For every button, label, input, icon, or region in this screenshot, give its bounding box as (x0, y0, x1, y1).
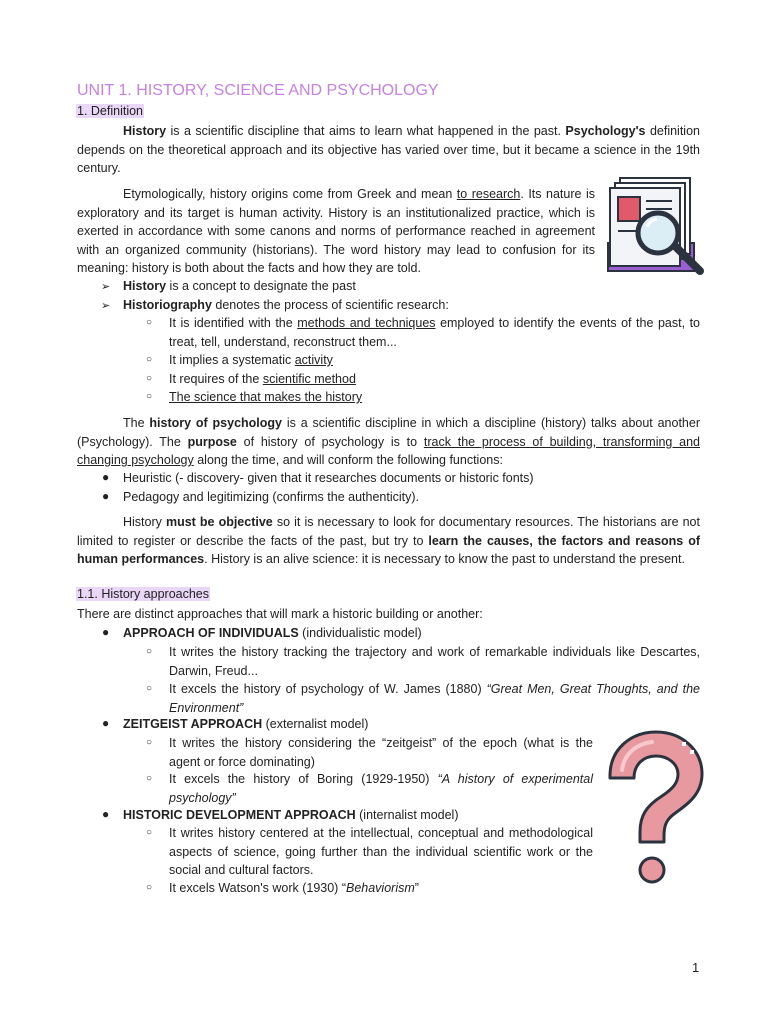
circle-bullet-icon: ○ (146, 737, 153, 748)
paragraph-history-definition: History is a scientific discipline that aims to learn what happened in the past. Psychology's definition depends on the theoretical approach and its objective has varied over time, but it became a science in the 19th century. (77, 124, 700, 176)
circle-bullet-icon: ○ (146, 391, 153, 402)
approaches-intro: There are distinct approaches that will mark a historic building or another: (77, 607, 483, 621)
sub-list-item: It writes the history considering the “zeitgeist” of the epoch (what is the agent or force dominating) (169, 736, 593, 769)
list-item-pedagogy: Pedagogy and legitimizing (confirms the authenticity). (123, 490, 419, 504)
document-search-icon (606, 175, 706, 275)
sub-list-item: The science that makes the history (169, 390, 363, 404)
sub-list-item: It excels the history of Boring (1929-1950) “A history of experimental psychology” (169, 772, 593, 805)
page-number: 1 (692, 960, 700, 975)
sub-list-item: It writes history centered at the intellectual, conceptual and methodological aspects of science, going further than the individual scientific work or the social and cultural factors. (169, 826, 593, 878)
list-item-heuristic: Heuristic (- discovery- given that it researches documents or historic fonts) (123, 471, 534, 485)
paragraph-history-of-psychology: The history of psychology is a scientific discipline in which a discipline (history) talks about another (Psychology). The purpose of history of psychology is to track the process of building, transforming and changing psychology along the time, and will conform the following functions: (77, 416, 701, 468)
page-title: UNIT 1. HISTORY, SCIENCE AND PSYCHOLOGY (77, 82, 439, 99)
question-mark-icon (602, 728, 708, 888)
list-item-history: History is a concept to designate the past (123, 279, 356, 293)
sub-list-item: It writes the history tracking the trajectory and work of remarkable individuals like Descartes, Darwin, Freud... (169, 645, 700, 678)
approach-historic-development: HISTORIC DEVELOPMENT APPROACH (internalist model) (123, 808, 459, 822)
approach-individuals: APPROACH OF INDIVIDUALS (individualistic model) (123, 626, 422, 640)
circle-bullet-icon: ○ (146, 354, 153, 365)
section-heading-definition: 1. Definition (77, 104, 144, 118)
circle-bullet-icon: ○ (146, 646, 153, 657)
approach-zeitgeist: ZEITGEIST APPROACH (externalist model) (123, 717, 369, 731)
sub-list-item: It is identified with the methods and techniques employed to identify the events of the past, to treat, tell, understand, reconstruct them... (169, 316, 700, 349)
circle-bullet-icon: ○ (146, 373, 153, 384)
dot-bullet-icon: ● (102, 807, 110, 821)
section-heading-approaches: 1.1. History approaches (77, 587, 210, 601)
circle-bullet-icon: ○ (146, 773, 153, 784)
dot-bullet-icon: ● (102, 716, 110, 730)
paragraph-etymology: Etymologically, history origins come from Greek and mean to research. Its nature is exploratory and its target is human activity. History is an institutionalized practice, which is exerted in accordance with some canons and norms of performance reached in agreement with an organized community (historians). The word history may lead to confusion for its meaning: history is both about the facts and how they are told. (77, 187, 595, 276)
dot-bullet-icon: ● (102, 625, 110, 639)
circle-bullet-icon: ○ (146, 683, 153, 694)
dot-bullet-icon: ● (102, 470, 110, 484)
sub-list-item: It implies a systematic activity (169, 353, 333, 367)
circle-bullet-icon: ○ (146, 317, 153, 328)
sub-list-item: It excels the history of psychology of W. James (1880) “Great Men, Great Thoughts, and the Environment” (169, 682, 700, 715)
arrow-bullet-icon: ➢ (101, 300, 111, 312)
paragraph-objective: History must be objective so it is necessary to look for documentary resources. The historians are not limited to register or describe the facts of the past, but try to learn the causes, the factors and reasons of human performances. History is an alive science: it is necessary to know the past to understand the present. (77, 515, 700, 567)
circle-bullet-icon: ○ (146, 827, 153, 838)
sub-list-item: It requires of the scientific method (169, 372, 356, 386)
dot-bullet-icon: ● (102, 489, 110, 503)
arrow-bullet-icon: ➢ (101, 281, 111, 293)
circle-bullet-icon: ○ (146, 882, 153, 893)
sub-list-item: It excels Watson's work (1930) “Behaviorism” (169, 881, 419, 895)
list-item-historiography: Historiography denotes the process of scientific research: (123, 298, 449, 312)
